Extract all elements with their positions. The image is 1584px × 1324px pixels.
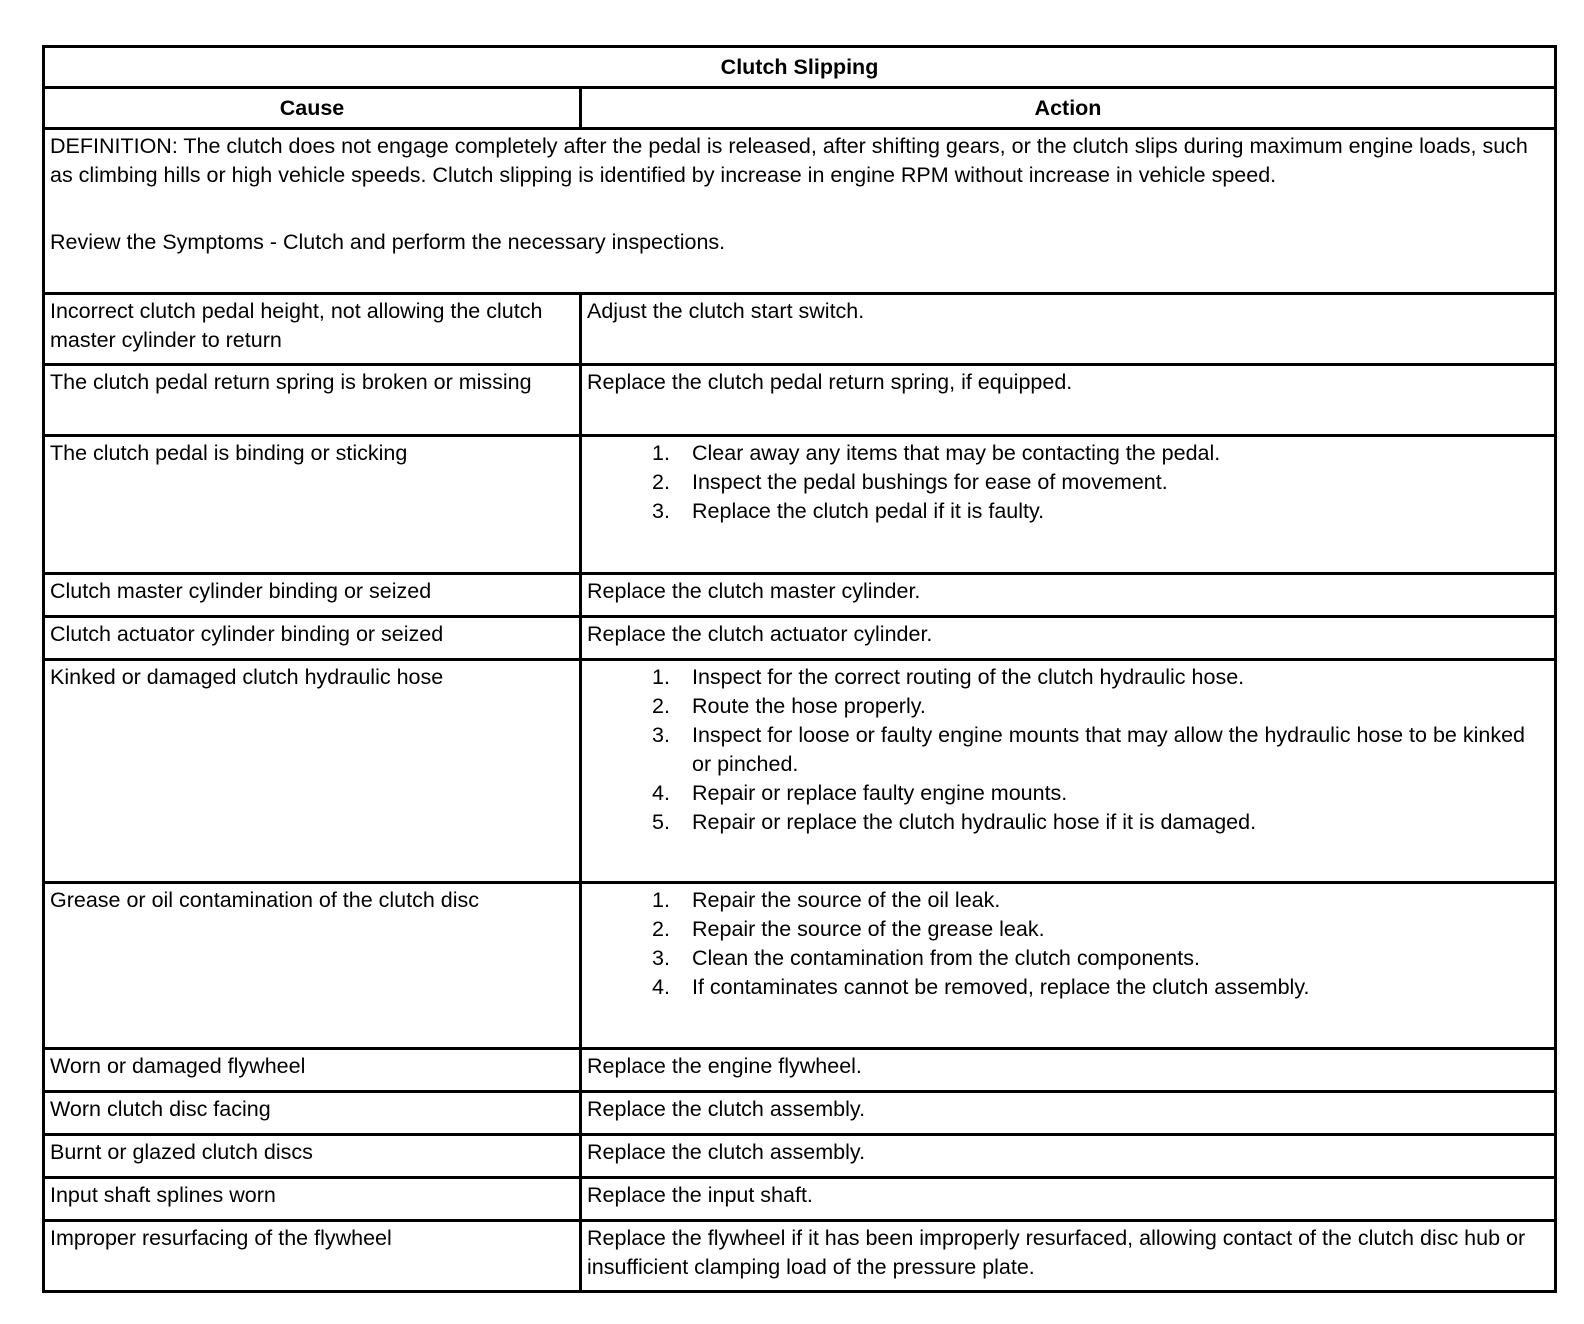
action-step: If contaminates cannot be removed, replace the clutch assembly. (692, 975, 1310, 999)
action-step: Replace the clutch pedal if it is faulty. (692, 499, 1045, 523)
action-step: Inspect for loose or faulty engine mounts that may allow the hydraulic hose to be kinked or pinched. (692, 723, 1525, 776)
action-cell: Replace the clutch actuator cylinder. (581, 617, 1556, 660)
action-cell (581, 436, 1556, 574)
action-column-header: Action (581, 88, 1556, 129)
table-row (44, 660, 1556, 883)
table-title: Clutch Slipping (44, 47, 1556, 88)
action-steps-list (587, 439, 1549, 526)
action-step: Inspect for the correct routing of the clutch hydraulic hose. (692, 665, 1245, 689)
table-title-row (44, 47, 1556, 88)
table-row (44, 1135, 1556, 1178)
definition-note: Review the Symptoms - Clutch and perform the necessary inspections. (50, 230, 726, 254)
table-row (44, 365, 1556, 436)
action-cell: Replace the clutch assembly. (581, 1135, 1556, 1178)
action-cell: Replace the flywheel if it has been improperly resurfaced, allowing contact of the clutch disc hub or insufficient clamping load of the pressure plate. (581, 1221, 1556, 1292)
action-step: Route the hose properly. (692, 694, 926, 718)
table-row (44, 883, 1556, 1049)
action-cell: Replace the clutch master cylinder. (581, 574, 1556, 617)
cause-cell: Input shaft splines worn (44, 1178, 581, 1221)
definition-spacer (50, 190, 1549, 228)
clutch-slipping-table (42, 45, 1557, 1293)
cause-cell: Improper resurfacing of the flywheel (44, 1221, 581, 1292)
table-row (44, 1178, 1556, 1221)
cause-cell: Kinked or damaged clutch hydraulic hose (44, 660, 581, 883)
action-cell: Replace the input shaft. (581, 1178, 1556, 1221)
table-row (44, 1221, 1556, 1292)
action-cell: Adjust the clutch start switch. (581, 294, 1556, 365)
table-row (44, 574, 1556, 617)
action-step: Repair the source of the oil leak. (692, 888, 1001, 912)
table-header-row (44, 88, 1556, 129)
table-body (44, 129, 1556, 1292)
table-row (44, 1092, 1556, 1135)
action-cell (581, 883, 1556, 1049)
definition-cell (44, 129, 1556, 294)
action-step: Clear away any items that may be contacting the pedal. (692, 441, 1221, 465)
cause-cell: The clutch pedal return spring is broken or missing (44, 365, 581, 436)
cause-cell: Clutch master cylinder binding or seized (44, 574, 581, 617)
action-step: Clean the contamination from the clutch components. (692, 946, 1200, 970)
cause-cell: Burnt or glazed clutch discs (44, 1135, 581, 1178)
action-cell: Replace the engine flywheel. (581, 1049, 1556, 1092)
table-row (44, 294, 1556, 365)
definition-row (44, 129, 1556, 294)
action-cell: Replace the clutch assembly. (581, 1092, 1556, 1135)
table-row (44, 1049, 1556, 1092)
cause-cell: Clutch actuator cylinder binding or seized (44, 617, 581, 660)
cause-cell: The clutch pedal is binding or sticking (44, 436, 581, 574)
action-cell: Replace the clutch pedal return spring, if equipped. (581, 365, 1556, 436)
cause-cell: Incorrect clutch pedal height, not allowing the clutch master cylinder to return (44, 294, 581, 365)
cause-cell: Worn clutch disc facing (44, 1092, 581, 1135)
action-step: Repair the source of the grease leak. (692, 917, 1045, 941)
action-step: Repair or replace faulty engine mounts. (692, 781, 1068, 805)
action-cell (581, 660, 1556, 883)
action-steps-list (587, 886, 1549, 1002)
table-row (44, 436, 1556, 574)
cause-column-header: Cause (44, 88, 581, 129)
action-step: Repair or replace the clutch hydraulic hose if it is damaged. (692, 810, 1257, 834)
cause-cell: Worn or damaged flywheel (44, 1049, 581, 1092)
definition-text: DEFINITION: The clutch does not engage completely after the pedal is released, after shifting gears, or the clutch slips during maximum engine loads, such as climbing hills or high vehicle speeds. Clutch slipping is identified by increase in engine RPM without increase in vehicle speed. (50, 134, 1528, 187)
action-step: Inspect the pedal bushings for ease of movement. (692, 470, 1168, 494)
cause-cell: Grease or oil contamination of the clutch disc (44, 883, 581, 1049)
table-row (44, 617, 1556, 660)
action-steps-list (587, 663, 1549, 837)
